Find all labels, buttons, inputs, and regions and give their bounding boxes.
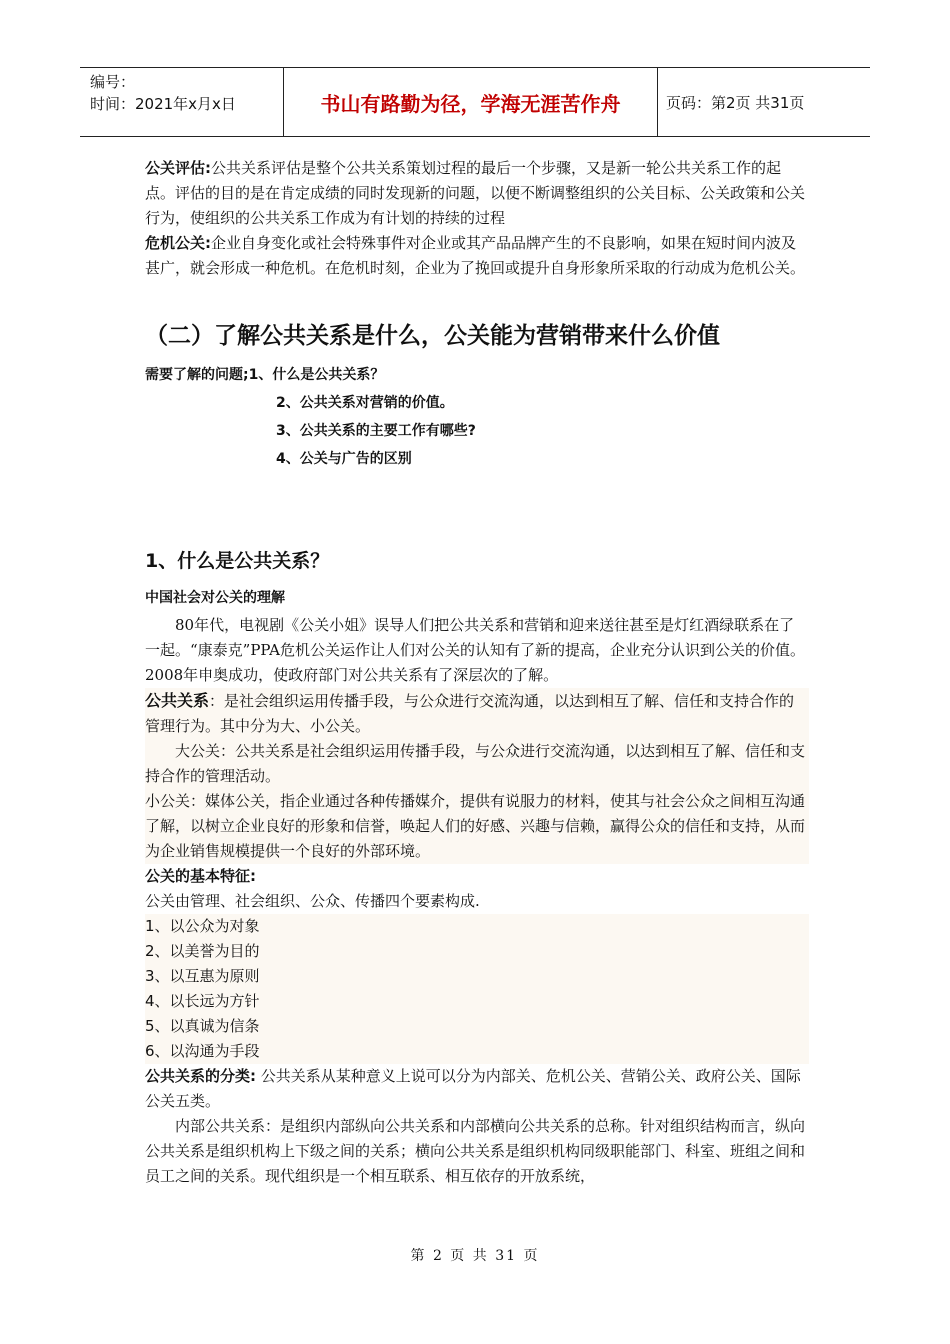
- eval-text: 公共关系评估是整个公共关系策划过程的最后一个步骤，又是新一轮公共关系工作的起点。评估的目的是在肯定成绩的同时发现新的问题，以便不断调整组织的公关目标、公关政策和公关行为，使组织的公共关系工作成为有计划的持续的过程: [145, 159, 806, 227]
- china-understanding-title: 中国社会对公关的理解: [145, 590, 285, 606]
- list-item: 2、以美誉为目的: [145, 942, 260, 960]
- crisis-paragraph: [145, 231, 809, 281]
- document-body: [145, 156, 809, 1189]
- pr-definition: [145, 688, 809, 739]
- classification-text: 公共关系从某种意义上说可以分为内部关、危机公关、营销公关、政府公关、国际公关五类。: [145, 1067, 801, 1110]
- china-understanding-text: 80年代，电视剧《公关小姐》误导人们把公共关系和营销和迎来送往甚至是灯红酒绿联系在了一起。“康泰克”PPA危机公关运作让人们对公关的认知有了新的提高，企业充分认识到公关的价值。2008年申奥成功，使政府部门对公共关系有了深层次的了解。: [145, 616, 805, 684]
- questions-label: 需要了解的问题;: [145, 367, 249, 383]
- definition-block: [145, 688, 809, 864]
- question-item: 4、公关与广告的区别: [276, 451, 412, 467]
- time-label: 时间：2021年x月x日: [90, 95, 236, 113]
- page-header: [80, 67, 870, 137]
- internal-pr-text: 内部公共关系：是组织内部纵向公共关系和内部横向公共关系的总称。针对组织结构而言，纵向公共关系是组织机构上下级之间的关系；横向公共关系是组织机构同级职能部门、科室、班组之间和员工之间的关系。现代组织是一个相互联系、相互依存的开放系统，: [145, 1117, 806, 1185]
- section-2-title: （二）了解公共关系是什么，公关能为营销带来什么价值: [145, 323, 720, 349]
- header-meta: [80, 68, 284, 136]
- big-pr-text: 大公关：公共关系是社会组织运用传播手段，与公众进行交流沟通，以达到相互了解、信任和支持合作的管理活动。: [145, 742, 806, 785]
- pr-definition-text: ：是社会组织运用传播手段，与公众进行交流沟通，以达到相互了解、信任和支持合作的管理行为。其中分为大、小公关。: [145, 692, 795, 735]
- features-title: 公关的基本特征:: [145, 867, 256, 885]
- list-item: 1、以公众为对象: [145, 917, 260, 935]
- crisis-text: 企业自身变化或社会特殊事件对企业或其产品品牌产生的不良影响，如果在短时间内波及甚广，就会形成一种危机。在危机时刻，企业为了挽回或提升自身形象所采取的行动成为危机公关。: [145, 234, 806, 277]
- eval-paragraph: [145, 156, 809, 231]
- features-list: [145, 914, 809, 1064]
- classification-term: 公共关系的分类:: [145, 1067, 256, 1085]
- page-footer: 第 2 页 共 31 页: [410, 1248, 540, 1264]
- small-pr-text: 小公关：媒体公关，指企业通过各种传播媒介，提供有说服力的材料，使其与社会公众之间相互沟通了解，以树立企业良好的形象和信誉，唤起人们的好感、兴趣与信赖，赢得公众的信任和支持，从而为企业销售规模提供一个良好的外部环境。: [145, 792, 806, 860]
- features-intro: 公关由管理、社会组织、公众、传播四个要素构成.: [145, 892, 480, 910]
- number-label: 编号：: [90, 73, 136, 91]
- pr-term: 公共关系: [145, 691, 210, 710]
- list-item: 6、以沟通为手段: [145, 1042, 260, 1060]
- crisis-term: 危机公关:: [145, 234, 211, 252]
- questions-label-line: [145, 361, 809, 389]
- question-item: 3、公共关系的主要工作有哪些?: [276, 423, 476, 439]
- section-3-title: 1、什么是公共关系？: [145, 550, 330, 572]
- question-item: 2、公共关系对营销的价值。: [276, 395, 454, 411]
- eval-term: 公关评估:: [145, 159, 211, 177]
- list-item: 5、以真诚为信条: [145, 1017, 260, 1035]
- question-1: 1、什么是公共关系？: [248, 367, 385, 383]
- header-page-info: 页码：第2页 共31页: [666, 93, 805, 112]
- list-item: 3、以互惠为原则: [145, 967, 260, 985]
- header-motto: 书山有路勤为径，学海无涯苦作舟: [284, 68, 658, 136]
- list-item: 4、以长远为方针: [145, 992, 260, 1010]
- classification-paragraph: [145, 1064, 809, 1114]
